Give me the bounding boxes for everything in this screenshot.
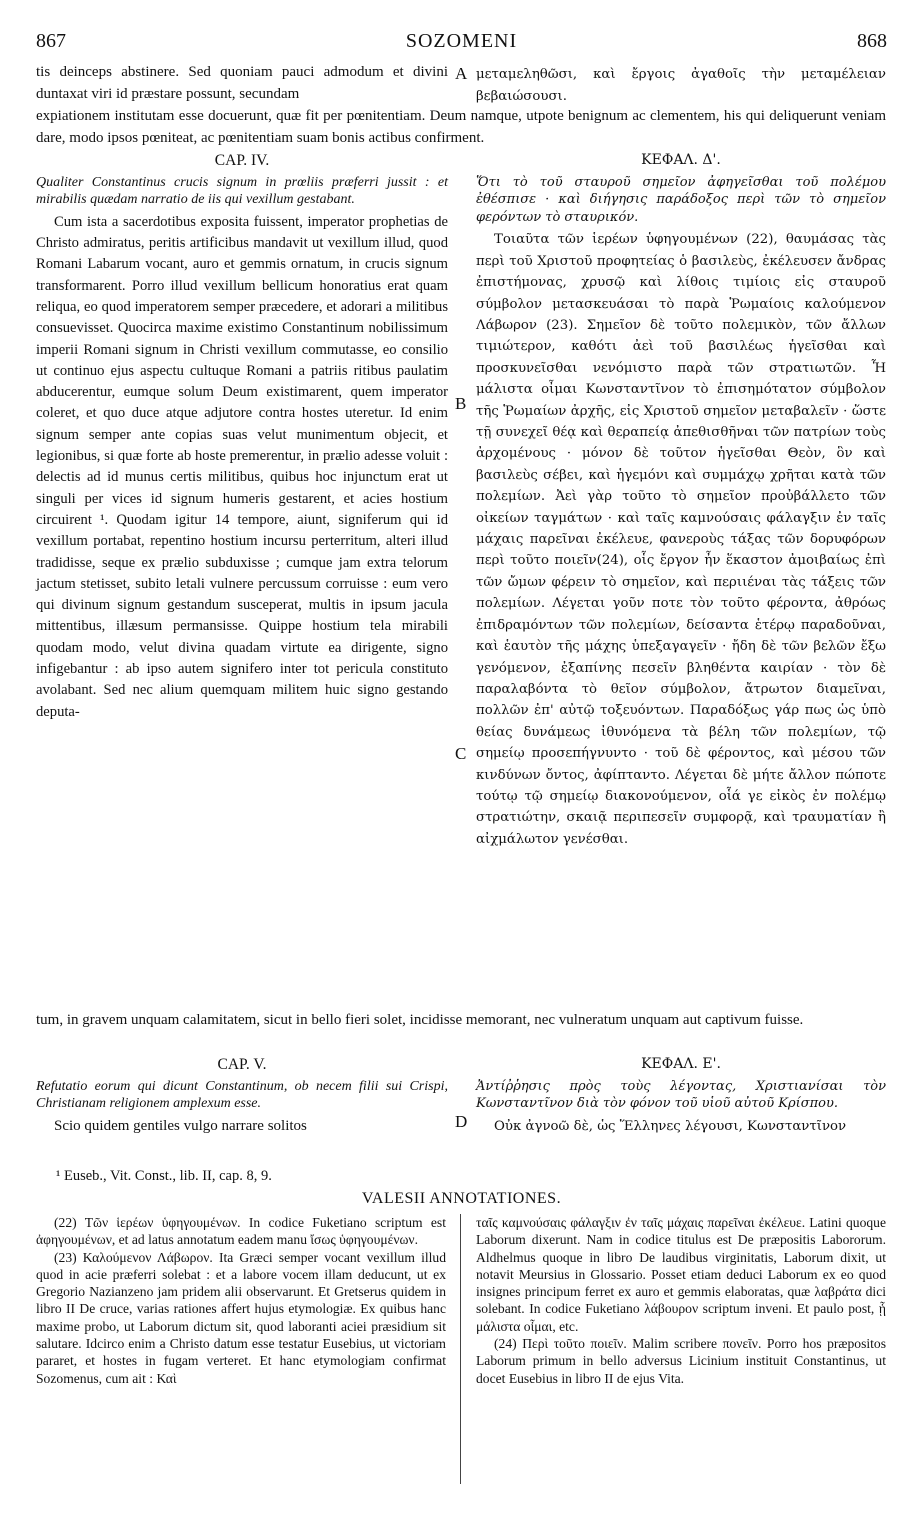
margin-marker-a: A xyxy=(455,64,468,83)
annotations-title: VALESII ANNOTATIONES. xyxy=(361,1190,562,1207)
running-title: SOZOMENI xyxy=(405,30,518,52)
greek-column-cap4 xyxy=(476,150,886,850)
page-number-right: 868 xyxy=(857,30,887,52)
latin-chapter-body: Cum ista a sacerdotibus exposita fuissent, imperator prophetias de Christo admiratus, peritis artificibus mandavit ut vexillum illud, quod Romani Labarum vocant, auro et gemmis ornatum, in crucis signum transformarent. Porro illud vexillum bellicum honoratius erat quam reliqua, eo quod imperatorem semper præcedere, et adorari a militibus consuevisset. Quocirca maxime existimo Constantinum nobilissimum imperii Romani signum in Christi vexillum commutasse, eo consilio ut continuo ejus aspectu cultuque Romani a patriis ritibus paulatim abducerentur, eumque solum Deum existimarent, quem imperator coleret, et quo duce atque adjutore contra hostes uteretur. Id enim signum semper ante copias suas velut munimentum objecit, et legionibus, si quæ forte ab hoste premerentur, in prælio adesse voluit : delectis ad id munus certis militibus, quibus hoc injunctum erat ut singuli per vices id signum humeris gestarent, et acies hostium circuirent ¹. Quodam igitur 14 tempore, aiunt, signiferum qui id vexillum portabat, repentino hostium incursu perterritum, alteri illud tradidisse, seque ex prælio subduxisse ; cumque jam extra telorum jactum stetisset, subito letali vulnere percussum corruisse : eum vero qui divinum signum gestandum susceperat, multis in ipsum jacula mittentibus, illæsum permansisse. Quippe hostium tela mirabili quodam modo, velut divina quadam virtute ea dirigente, signo infigebantur : ab ipso autem signifero inter tot pericula constituto avolabant. Sed nec alium quemquam militem huic signo gestando deputa- xyxy=(36,213,448,720)
greek-chapter5-heading: Ἀντίῤῥησις πρὸς τοὺς λέγοντας, Χριστιανίσαι τὸν Κωνσταντῖνον διὰ τὸν φόνον τοῦ υἱοῦ αὐτοῦ Κρίσπου. xyxy=(476,1078,886,1112)
annotation-24: (24) Περὶ τοῦτο ποιεῖν. Malim scribere πονεῖν. Porro hos præpositos Laborum primum in bello adversus Licinium instituit Constantinus, ut docet Eusebius in libro II de ejus Vita. xyxy=(476,1336,886,1386)
annotation-22: (22) Τῶν ἱερέων ὑφηγουμένων. In codice Fuketiano scriptum est ἀφηγουμένων, et ad latus annotatum eadem manu ἴσως ὑφηγουμένων. xyxy=(36,1215,446,1248)
greek-chapter-body: Τοιαῦτα τῶν ἱερέων ὑφηγουμένων (22), θαυμάσας τὰς περὶ τοῦ Χριστοῦ προφητείας ὁ βασιλεὺς, ἐκέλευσεν ἄνδρας ἐπιστήμονας, χρυσῷ καὶ λίθοις τιμίοις εἰς σταυροῦ σύμβολον μετασκευάσαι τὸ παρὰ Ῥωμαίοις καλούμενον Λάβωρον (23). Σημεῖον δὲ τοῦτο πολεμικὸν, τῶν ἄλλων τιμιώτερον, καθότι ἀεὶ τοῦ βασιλέως ἡγεῖσθαι καὶ προσκυνεῖσθαι νενόμιστο παρὰ τῶν στρατιωτῶν. Ἧ μάλιστα οἶμαι Κωνσταντῖνον τὸ ἐπισημότατον σύμβολον τῆς Ῥωμαίων ἀρχῆς, εἰς Χριστοῦ σημεῖον μεταβαλεῖν · ὥστε τῇ συνεχεῖ θέᾳ καὶ θεραπείᾳ ἀπεθισθῆναι τῶν πατρίων τοὺς ἀρχομένους · μόνον δὲ τοῦτον ἡγεῖσθαι Θεὸν, ὃν καὶ βασιλεὺς σέβει, καὶ ἡγεμόνι καὶ συμμάχῳ χρῆται κατὰ τῶν πολεμίων. Ἀεὶ γὰρ τοῦτο τὸ σημεῖον προὐβάλλετο τῶν οἰκείων ταγμάτων · καὶ ταῖς καμνούσαις φάλαγξιν ἐν ταῖς μάχαις παρεῖναι ἐκέλευε, φανεροὺς τάξας τῶν δορυφόρων περὶ τοῦτο ποιεῖν(24), οἷς ἔργον ἦν ἕκαστον ἀμοιβαίως ἐπὶ τῶν ὤμων φέρειν τὸ σημεῖον, καὶ περιιέναι τὰς τάξεις τῶν πολεμίων. Λέγεται γοῦν ποτε τὸν τοῦτο φέροντα, ἀθρόως ἐπιδραμόντων τῶν πολεμίων, δείσαντα ἑτέρῳ παραδοῦναι, καὶ ἑαυτὸν τῆς μάχης ὑπεξαγαγεῖν · ἤδη δὲ τῶν βελῶν ἔξω γενόμενον, ἐξαπίνης πεσεῖν βληθέντα καιρίαν · τὸν δὲ παραλαβόντα τὸ θεῖον σύμβολον, ἄτρωτον διαμεῖναι, πολλῶν ἐπ' αὐτῷ τοξευόντων. Παραδόξως γάρ πως ὡς ὑπὸ θείας δυνάμεως ἰθυνόμενα τὰ βέλη τῶν πολεμίων, τῷ σημείῳ προσεπήγνυντο · τοῦ δὲ φέροντος, καὶ μέσου τῶν κινδύνων ὄντος, ἀφίπταντο. Λέγεται δὲ μήτε ἄλλον πώποτε τούτῳ τῷ σημείῳ διακονούμενον, οἷά γε εἰκὸς ἐν πολέμῳ στρατιώτην, σκαιᾷ περιπεσεῖν συμφορᾷ, καὶ τραυματίαν ἢ αἰχμάλωτον γενέσθαι. xyxy=(476,232,886,847)
footnote: ¹ Euseb., Vit. Const., lib. II, cap. 8, 9. xyxy=(56,1168,272,1184)
margin-marker-b: B xyxy=(455,394,467,413)
running-header xyxy=(36,30,887,56)
column-divider xyxy=(460,1214,461,1484)
latin-cap4-ending-text: tum, in gravem unquam calamitatem, sicut in bello fieri solet, incidisse memorant, nec vulneratum unquam aut captivum fuisse. xyxy=(36,1012,804,1028)
annotation-23-continued: ταῖς καμνούσαις φάλαγξιν ἐν ταῖς μάχαις παρεῖναι ἐκέλευε. Latini quoque Laborum dixerunt. Nam in codice titulus est De præpositis Labororum. Aldhelmus quoque in libro De laudibus virginitatis, Laborum dixit, ut notavit Meursius in Glossario. Posset etiam deduci Laborum ex eo quod insignes principum ferret ex auro et gemmis elaboratas, quæ λαβράτα dici solebant. In codice Fuketiano λάβουρον scriptum inveni. Et paulo post, ᾗ μάλιστα οἶμαι, etc. xyxy=(476,1215,886,1334)
annotations-right-column xyxy=(476,1214,886,1387)
greek-chapter5-title: ΚΕΦΑΛ. Ε'. xyxy=(641,1056,721,1072)
greek-chapter5-body: Οὐκ ἀγνοῶ δὲ, ὡς Ἕλληνες λέγουσι, Κωνσταντῖνον xyxy=(494,1118,847,1134)
greek-chapter-title: ΚΕΦΑΛ. Δ'. xyxy=(641,152,721,168)
annotation-23: (23) Καλούμενον Λάβωρον. Ita Græci semper vocant vexillum illud quod in acie præferri solebat : et a labore vocem illam deducunt, ut ex Gregorio Nazianzeno jam pridem alii observarunt. Et Gretserus quidem in libro II De cruce, varias rationes affert hujus etymologiæ. Ex quibus hanc maxime probo, ut Laborum dictum sit, quod laboranti aciei præsidium sit salutare. Idcirco enim a Christo datum esse testatur Eusebius, ut victoriam pararet, et hostes in fugam verteret. Et hanc etymologiam confirmat Sozomenus, cum ait : Καὶ xyxy=(36,1249,446,1386)
page-number-left: 867 xyxy=(36,30,66,52)
latin-chapter5-body: Scio quidem gentiles vulgo narrare solitos xyxy=(54,1117,307,1134)
latin-chapter5-heading: Refutatio eorum qui dicunt Constantinum, ob necem filii sui Crispi, Christianam religionem amplexum esse. xyxy=(36,1078,448,1112)
greek-top-continuation xyxy=(476,64,886,107)
greek-top-text: μεταμεληθῶσι, καὶ ἔργοις ἀγαθοῖς τὴν μεταμέλειαν βεβαιώσουσι. xyxy=(476,67,886,104)
latin-chapter5-title: CAP. V. xyxy=(217,1056,267,1073)
latin-full-text: expiationem institutam esse docuerunt, quæ fit per pœnitentiam. Deum namque, utpote benignum ac clementem, his qui deliquerunt veniam dare, modo ipsos pœniteat, ac pœnitentiam suam bonis actibus confirment. xyxy=(36,108,886,146)
annotations-left-column xyxy=(36,1214,446,1387)
latin-cap4-ending xyxy=(36,1010,886,1032)
margin-marker-d: D xyxy=(455,1112,468,1131)
latin-column-cap5 xyxy=(36,1054,448,1137)
latin-top-text: tis deinceps abstinere. Sed quoniam pauci admodum et divini duntaxat viri id præstare possunt, secundam xyxy=(36,64,448,102)
latin-chapter-heading: Qualiter Constantinus crucis signum in prœliis præferri jussit : et mirabilis quædam narratio de iis qui vexillum gestabant. xyxy=(36,174,448,208)
latin-top-continuation xyxy=(36,62,448,105)
margin-marker-c: C xyxy=(455,744,467,763)
greek-chapter-heading: Ὅτι τὸ τοῦ σταυροῦ σημεῖον ἀφηγεῖσθαι τοῦ πολέμου ἐθέσπισε · καὶ διήγησις παράδοξος περὶ τῶν τὸ σημεῖον φερόντων τὸ σταυρικόν. xyxy=(476,174,886,225)
greek-column-cap5 xyxy=(476,1054,886,1137)
latin-full-width-continuation xyxy=(36,106,886,149)
latin-chapter-title: CAP. IV. xyxy=(214,152,270,169)
latin-column-cap4 xyxy=(36,150,448,723)
